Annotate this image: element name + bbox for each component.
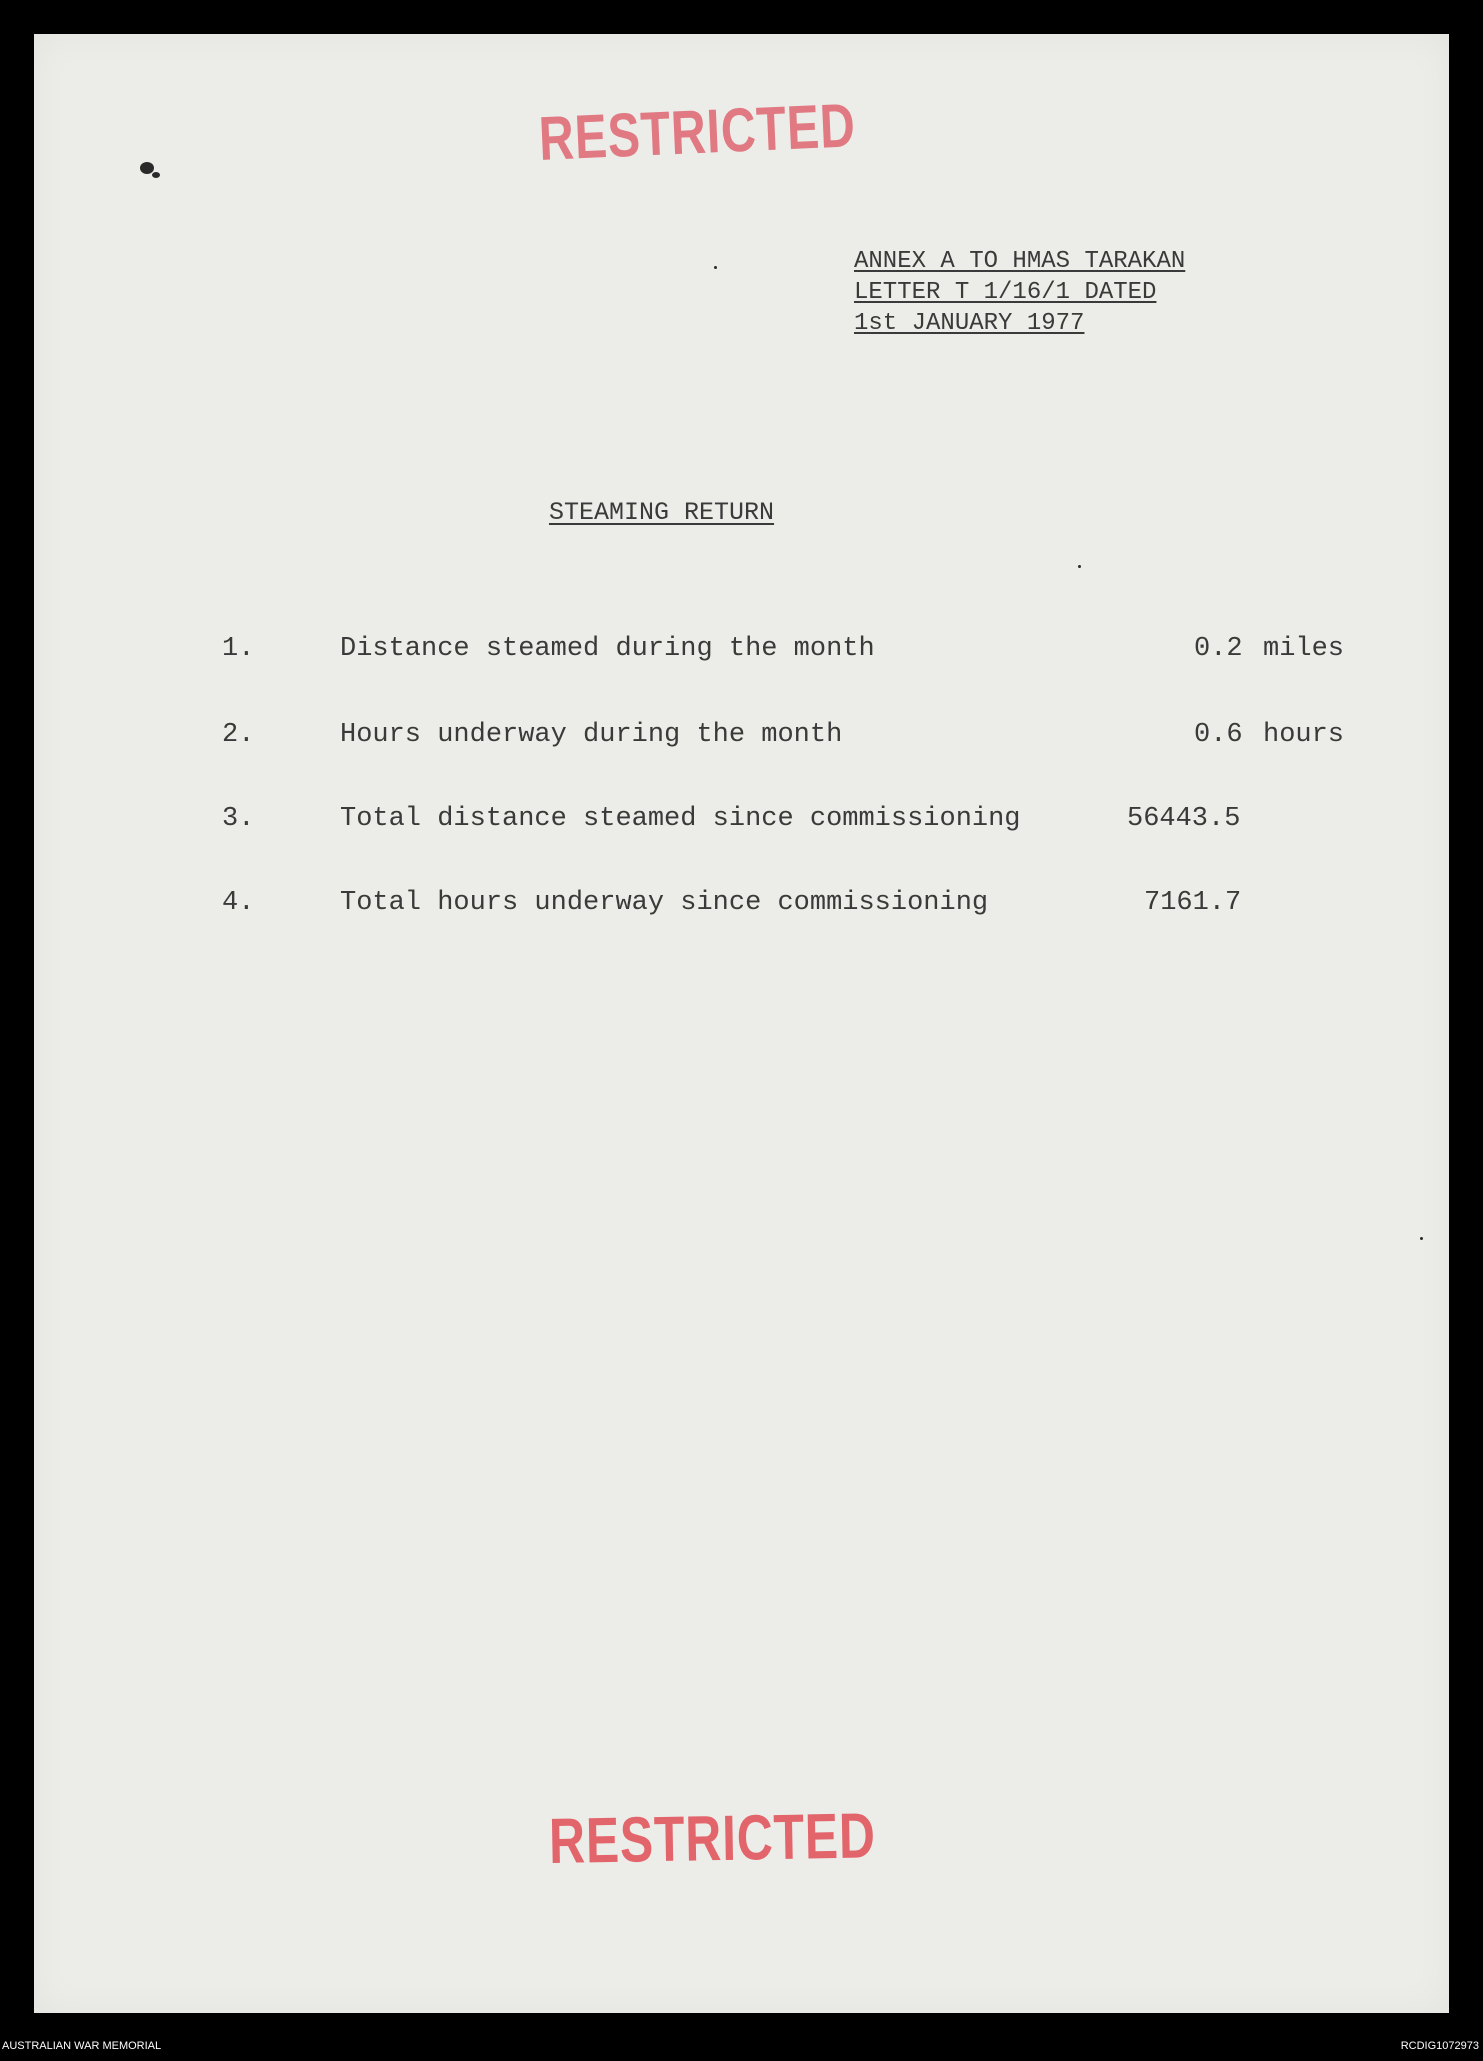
document-heading: STEAMING RETURN xyxy=(549,498,775,527)
item-label: Total hours underway since commissioning xyxy=(340,888,989,918)
list-item xyxy=(34,888,1449,928)
paper-speck xyxy=(1420,1237,1423,1240)
annex-reference xyxy=(854,246,1185,339)
restricted-stamp-top: RESTRICTED xyxy=(537,91,857,174)
annex-line: LETTER T 1/16/1 DATED xyxy=(854,279,1157,306)
item-value: 0.6 xyxy=(1194,720,1243,750)
list-item xyxy=(34,804,1449,844)
item-number: 3. xyxy=(222,804,255,834)
archive-credit: AUSTRALIAN WAR MEMORIAL xyxy=(2,2040,162,2052)
item-unit: hours xyxy=(1263,720,1345,750)
list-item xyxy=(34,720,1449,760)
document-page xyxy=(34,34,1449,2013)
item-number: 2. xyxy=(222,720,255,750)
item-label: Distance steamed during the month xyxy=(340,634,875,664)
list-item xyxy=(34,634,1449,674)
item-value: 0.2 xyxy=(1194,634,1243,664)
annex-line: 1st JANUARY 1977 xyxy=(854,310,1085,337)
archive-id: RCDIG1072973 xyxy=(1400,2040,1479,2052)
item-number: 4. xyxy=(222,888,255,918)
item-number: 1. xyxy=(222,634,255,664)
item-value: 56443.5 xyxy=(1127,804,1241,834)
paper-speck xyxy=(1078,565,1081,568)
item-label: Total distance steamed since commissioning xyxy=(340,804,1021,834)
restricted-stamp-bottom: RESTRICTED xyxy=(548,1799,877,1877)
item-label: Hours underway during the month xyxy=(340,720,843,750)
item-unit: miles xyxy=(1263,634,1345,664)
annex-line: ANNEX A TO HMAS TARAKAN xyxy=(854,248,1186,275)
paper-speck xyxy=(714,266,717,269)
paper-speck xyxy=(152,172,160,178)
item-value: 7161.7 xyxy=(1144,888,1242,918)
